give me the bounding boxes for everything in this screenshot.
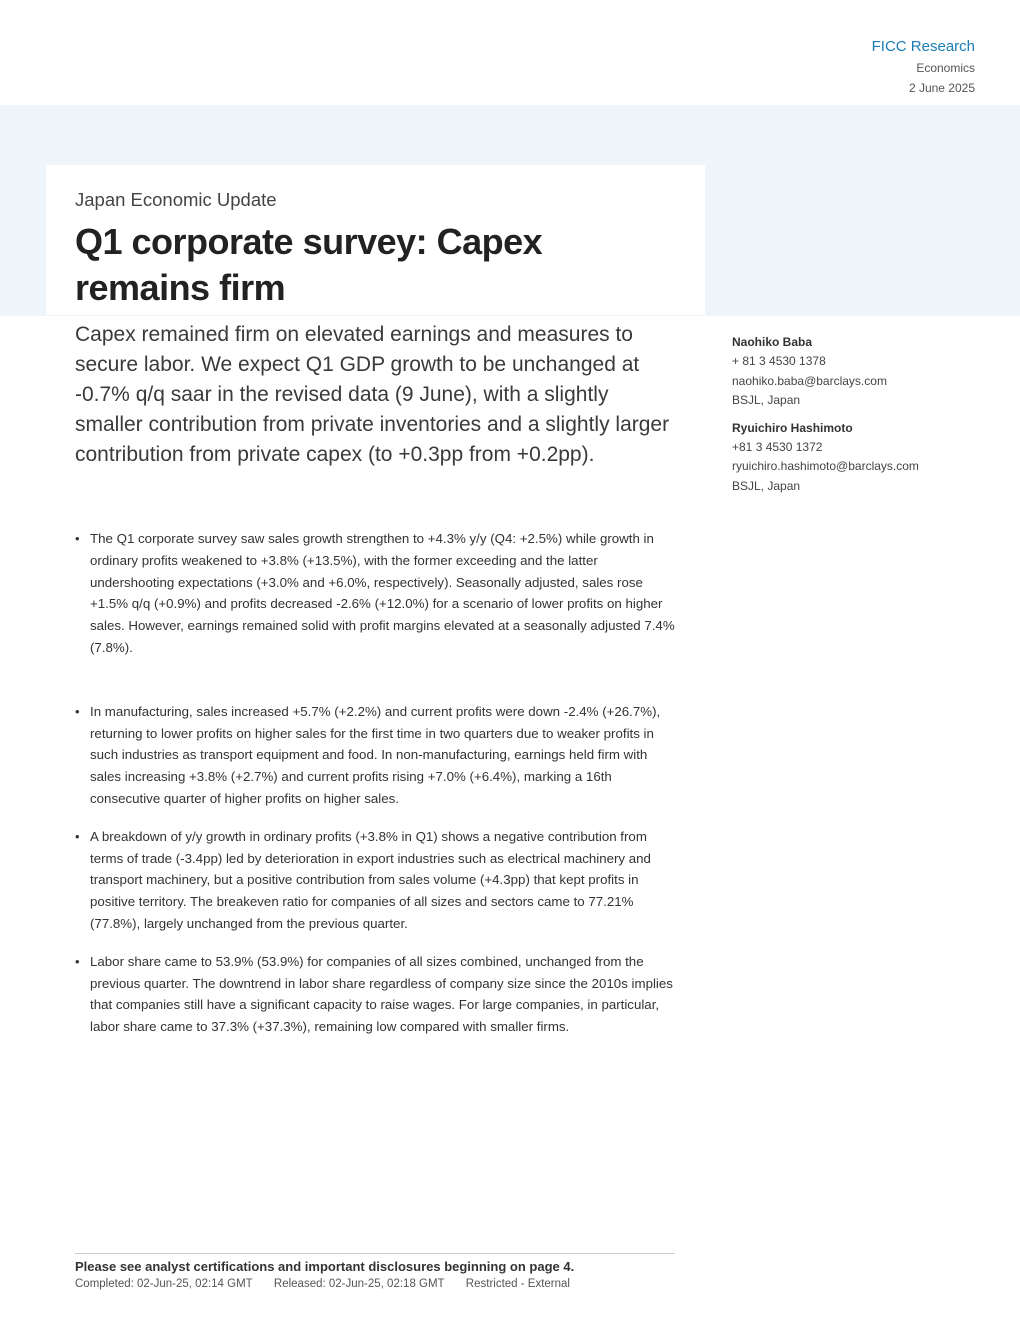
key-point-text: In manufacturing, sales increased +5.7% (+2.2%) and current profits were down -2.4% (+26.7%), returning to lower profits on higher sales for the first time in two quarters due to weaker profits in such industries as transport equipment and food. In non-manufacturing, earnings held firm with sales increasing +3.8% (+2.7%) and current profits rising +7.0% (+6.4%), marking a 16th consecutive quarter of higher profits on higher sales. <box>90 703 661 806</box>
footer-divider <box>75 1253 675 1254</box>
key-point <box>75 826 675 935</box>
bullet-dot-icon: • <box>75 531 80 546</box>
author-email[interactable]: naohiko.baba@barclays.com <box>732 373 887 388</box>
author-entity: BSJL, Japan <box>732 393 801 407</box>
author-entity: BSJL, Japan <box>732 478 801 493</box>
author-phone: + 81 3 4530 1378 <box>732 354 826 368</box>
publication-date: 2 June 2025 <box>908 81 975 95</box>
author-card <box>732 419 982 497</box>
author-phone: +81 3 4530 1372 <box>732 439 823 454</box>
bullet-dot-icon: • <box>75 703 80 719</box>
bullet-dot-icon: • <box>75 828 80 844</box>
key-point <box>75 701 675 810</box>
section-label: Economics <box>916 61 975 75</box>
key-point-text: The Q1 corporate survey saw sales growth strengthen to +4.3% y/y (Q4: +2.5%) while growth in ordinary profits weakened to +3.8% (+13.5%), with the former exceeding and the latter undershooting expectations (+3.0% and +6.0%, respectively). Seasonally adjusted, sales rose +1.5% q/q (+0.9%) and profits decreased -2.6% (+12.0%) for a scenario of lower profits on higher sales. However, earnings remained solid with profit margins elevated at a seasonally adjusted 7.4% (7.8%). <box>90 531 675 655</box>
key-points-list <box>75 528 675 1038</box>
author-name: Ryuichiro Hashimoto <box>732 420 853 435</box>
key-point-text: Labor share came to 53.9% (53.9%) for companies of all sizes combined, unchanged from the previous quarter. The downtrend in labor share regardless of company size since the 2010s implies that companies still have a significant capacity to raise wages. For large companies, in particular, labor share came to 37.3% (+37.3%), remaining low compared with smaller firms. <box>90 953 673 1035</box>
classification-label: Restricted - External <box>465 1278 570 1290</box>
bullet-dot-icon: • <box>75 953 80 969</box>
report-kicker: Japan Economic Update <box>75 189 277 210</box>
document-header <box>872 36 975 98</box>
disclosure-notice: Please see analyst certifications and important disclosures beginning on page 4. <box>75 1259 575 1274</box>
author-name: Naohiko Baba <box>732 335 813 349</box>
brand-label: FICC Research <box>871 38 975 55</box>
footer-meta <box>75 1276 588 1293</box>
report-title: Q1 corporate survey: Capex remains firm <box>75 221 543 308</box>
report-lede: Capex remained firm on elevated earnings and measures to secure labor. We expect Q1 GDP growth to be unchanged at -0.7% q/q saar in the revised data (9 June), with a slightly smaller contribution from private inventories and a slightly larger contribution from private capex (to +0.3pp from +0.2pp). <box>75 323 670 466</box>
key-point-text: A breakdown of y/y growth in ordinary profits (+3.8% in Q1) shows a negative contribution from terms of trade (-3.4pp) led by deterioration in export industries such as electrical machinery and transport machinery, but a positive contribution from sales volume (+4.3pp) that kept profits in positive territory. The breakeven ratio for companies of all sizes and sectors came to 77.21% (77.8%), largely unchanged from the previous quarter. <box>90 828 651 931</box>
completed-timestamp: Completed: 02-Jun-25, 02:14 GMT <box>75 1278 253 1290</box>
author-list <box>732 333 982 504</box>
key-point <box>75 528 675 659</box>
released-timestamp: Released: 02-Jun-25, 02:18 GMT <box>273 1278 445 1290</box>
author-email[interactable]: ryuichiro.hashimoto@barclays.com <box>732 459 919 473</box>
key-point <box>75 951 675 1038</box>
author-card <box>732 333 982 411</box>
